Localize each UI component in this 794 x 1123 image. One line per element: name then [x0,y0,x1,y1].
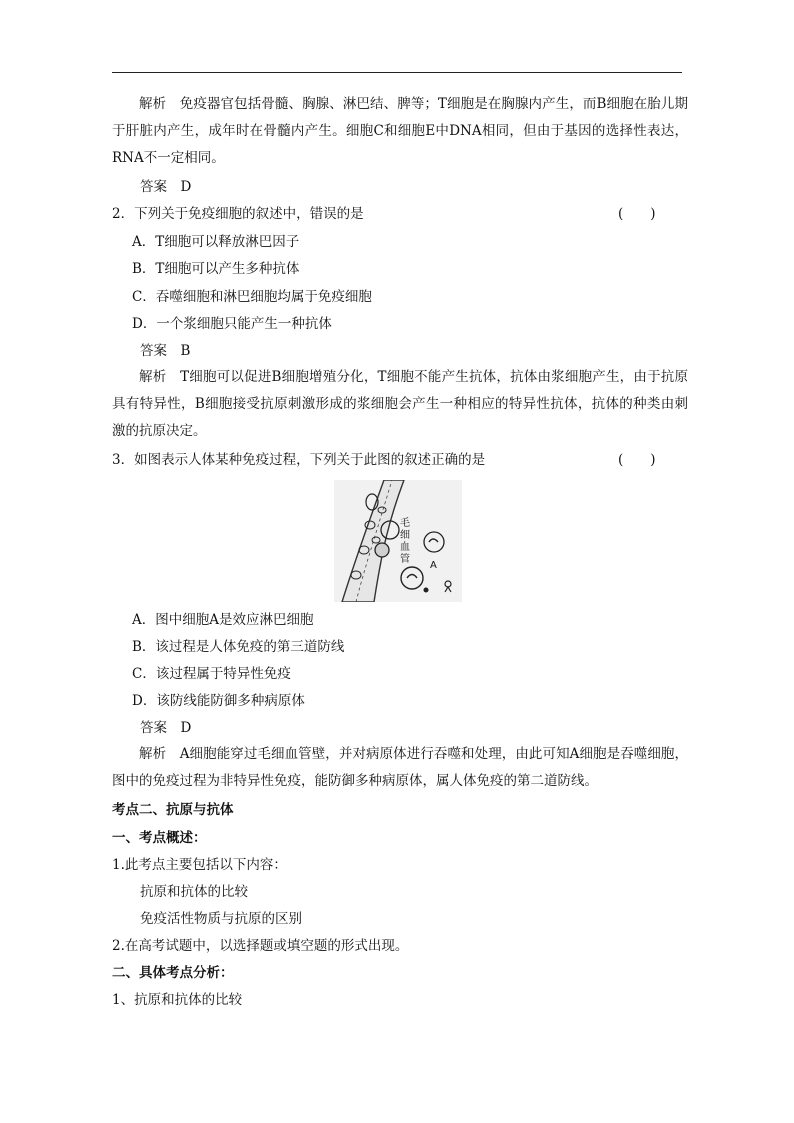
q3-option-d: D．该防线能防御多种病原体 [132,693,305,709]
analysis-heading: 二、具体考点分析： [112,965,234,981]
q2-option-d: D．一个浆细胞只能产生一种抗体 [132,316,332,332]
immune-process-figure [334,480,462,602]
q2-option-b: B．T细胞可以产生多种抗体 [132,261,300,277]
q3-option-a: A．图中细胞A是效应淋巴细胞 [132,612,314,628]
figure-label-xue: 血 [400,542,410,553]
figure-label-xi: 细 [400,530,410,541]
q3-answer: 答案 D [140,720,192,736]
overview-heading: 一、考点概述： [112,830,207,846]
q1-answer: 答案 D [140,179,192,195]
figure-label-guan: 管 [400,554,410,565]
overview-item-2: 2.在高考试题中，以选择题或填空题的形式出现。 [112,938,409,954]
analysis-item-1: 1、抗原和抗体的比较 [112,992,243,1008]
section-title: 考点二、抗原与抗体 [112,802,234,818]
q1-analysis-text: 解析 免疫器官包括骨髓、胸腺、淋巴结、脾等；T细胞是在胸腺内产生，而B细胞在胎儿期于肝脏内产生，成年时在骨髓内产生。细胞C和细胞E中DNA相同，但由于基因的选择性表达，RNA不一定相同。 [112,96,688,166]
q1-analysis [112,91,688,172]
figure-label-a: A [430,560,437,571]
overview-sub-2: 免疫活性物质与抗原的区别 [140,911,302,927]
q2-stem: 2．下列关于免疫细胞的叙述中，错误的是 [112,206,364,222]
q3-analysis-text: 解析 A细胞能穿过毛细血管壁，并对病原体进行吞噬和处理，由此可知A细胞是吞噬细胞，图中的免疫过程为非特异性免疫，能防御多种病原体，属人体免疫的第二道防线。 [112,746,688,789]
q2-answer-paren: ( ) [618,206,656,222]
q2-answer: 答案 B [140,343,191,359]
q3-option-b: B．该过程是人体免疫的第三道防线 [132,639,345,655]
q2-option-c: C．吞噬细胞和淋巴细胞均属于免疫细胞 [132,289,372,305]
overview-sub-1: 抗原和抗体的比较 [140,884,248,900]
q3-option-c: C．该过程属于特异性免疫 [132,666,291,682]
header-rule [112,72,682,73]
q2-analysis [112,364,688,445]
q2-analysis-text: 解析 T细胞可以促进B细胞增殖分化，T细胞不能产生抗体，抗体由浆细胞产生，由于抗原具有特异性，B细胞接受抗原刺激形成的浆细胞会产生一种相应的特异性抗体，抗体的种类由刺激的抗原决定。 [112,369,688,439]
q3-answer-paren: ( ) [618,452,656,468]
q2-option-a: A．T细胞可以释放淋巴因子 [132,234,300,250]
overview-item-1: 1.此考点主要包括以下内容： [112,857,287,873]
q3-analysis [112,741,688,795]
figure-label-mao: 毛 [400,518,410,529]
q3-stem: 3．如图表示人体某种免疫过程，下列关于此图的叙述正确的是 [112,452,486,468]
